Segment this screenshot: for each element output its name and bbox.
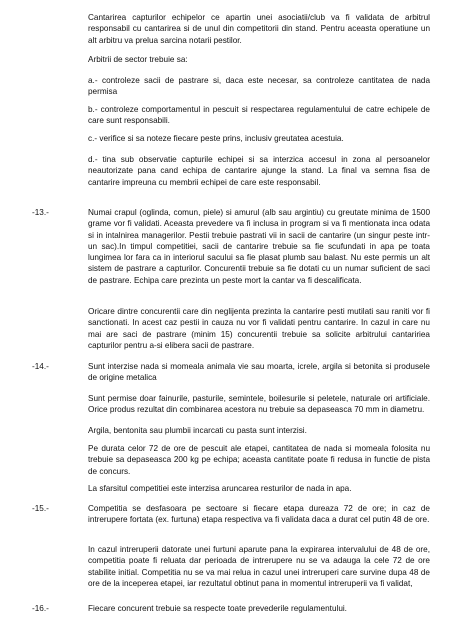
section-14-paragraph-2: Sunt permise doar fainurile, pasturile, semintele, boilesurile si peletele, naturale ori artificiale. Orice produs rezultat din combinarea acestora nu trebuie sa depaseasca 70 mm in diametru. <box>88 394 430 415</box>
list-item-c: c.- verifice si sa noteze fiecare peste prins, inclusiv greutatea acestuia. <box>88 134 344 143</box>
section-14-paragraph-1: Sunt interzise nada si momeala animala vie sau moarta, icrele, argila si betonita si produsele de origine metalica <box>88 362 430 383</box>
section-number-16: -16.- <box>32 604 49 613</box>
list-item-a: a.- controleze sacii de pastrare si, daca este necesar, sa controleze cantitatea de nada permisa <box>88 76 430 97</box>
list-item-d: d.- tina sub observatie capturile echipei si sa interzica accesul in zona al persoanelor neautorizate pana cand echipa de cantarire ajunge la stand. La final va semna fisa de cantarire impreuna cu membrii echipei de care este responsabil. <box>88 155 430 187</box>
section-number-13: -13.- <box>32 208 49 217</box>
section-14-paragraph-3: Argila, bentonita sau plumbii incarcati cu pasta sunt interzisi. <box>88 426 307 435</box>
section-number-14: -14.- <box>32 362 49 371</box>
paragraph-weighing-validation: Cantarirea capturilor echipelor ce apartin unei asociatii/club va fi validata de arbitrul responsabil cu cantarirea si de unul din competitorii din stand. Pentru aceasta operatiune un alt arbitru va prelua sarcina notarii pestilor. <box>88 13 430 45</box>
section-15-paragraph-2: In cazul intreruperii datorate unei furtuni aparute pana la expirarea intervalului de 48 de ore, competitia poate fi reluata dar perioada de intrerupere nu se va adauga la cele 72 de ore stabilite initial. Competitia nu se va mai relua in cazul unei intreruperi care survine dupa 48 de ore de la inceperea etapei, iar rezultatul obtinut pana in momentul intreruperii va fi validat, <box>88 545 430 588</box>
section-13-paragraph-2: Oricare dintre concurentii care din neglijenta prezinta la cantarire pesti mutilati sau raniti vor fi sanctionati. In acest caz pestii in cauza nu vor fi validati pentru cantarire. In cazul in care nu mai are saci de pastrare (minim 15) concurentii trebuie sa solicite arbitrului cantaririea capturilor pentru a-si elibera sacii de pastrare. <box>88 307 430 350</box>
section-14-paragraph-5: La sfarsitul competitiei este interzisa aruncarea resturilor de nada in apa. <box>88 484 352 493</box>
section-14-paragraph-4: Pe durata celor 72 de ore de pescuit ale etapei, cantitatea de nada si momeala folosita nu trebuie sa depaseasca 200 kg pe echipa; aceasta cantitate poate fi redusa in functie de pista de concurs. <box>88 444 430 476</box>
list-item-b: b.- controleze comportamentul in pescuit si respectarea regulamentului de catre echipele de care sunt responsabili. <box>88 105 430 126</box>
section-15-paragraph-1: Competitia se desfasoara pe sectoare si fiecare etapa dureaza 72 de ore; in caz de intrerupere fortata (ex. furtuna) etapa respectiva va fi validata daca a durat cel putin 48 de ore. <box>88 504 430 525</box>
section-13-paragraph-1: Numai crapul (oglinda, comun, piele) si amurul (alb sau argintiu) cu greutate minima de 1500 grame vor fi validati. Aceasta prevedere va fi inclusa in program si va fi mentionata inca odata si in intalnirea managerilor. Pestii trebuie pastrati vii in sacii de cantarire (un singur peste intr-un sac).In timpul competitiei, sacii de cantarire trebuie sa fie scufundati in apa pe toata lungimea lor fara ca in interiorul sacului sa fie plasat plumb sau balast. Nu este permis un alt sistem de pastrare a capturilor. Concurentii trebuie sa fie dotati cu un numar suficient de saci de pastrare. Echipa care prezinta un peste mort la cantar va fi descalificata. <box>88 208 430 285</box>
section-16-paragraph-1: Fiecare concurent trebuie sa respecte toate prevederile regulamentului. <box>88 604 347 613</box>
paragraph-sector-arbiters-intro: Arbitrii de sector trebuie sa: <box>88 55 188 64</box>
section-number-15: -15.- <box>32 504 49 513</box>
